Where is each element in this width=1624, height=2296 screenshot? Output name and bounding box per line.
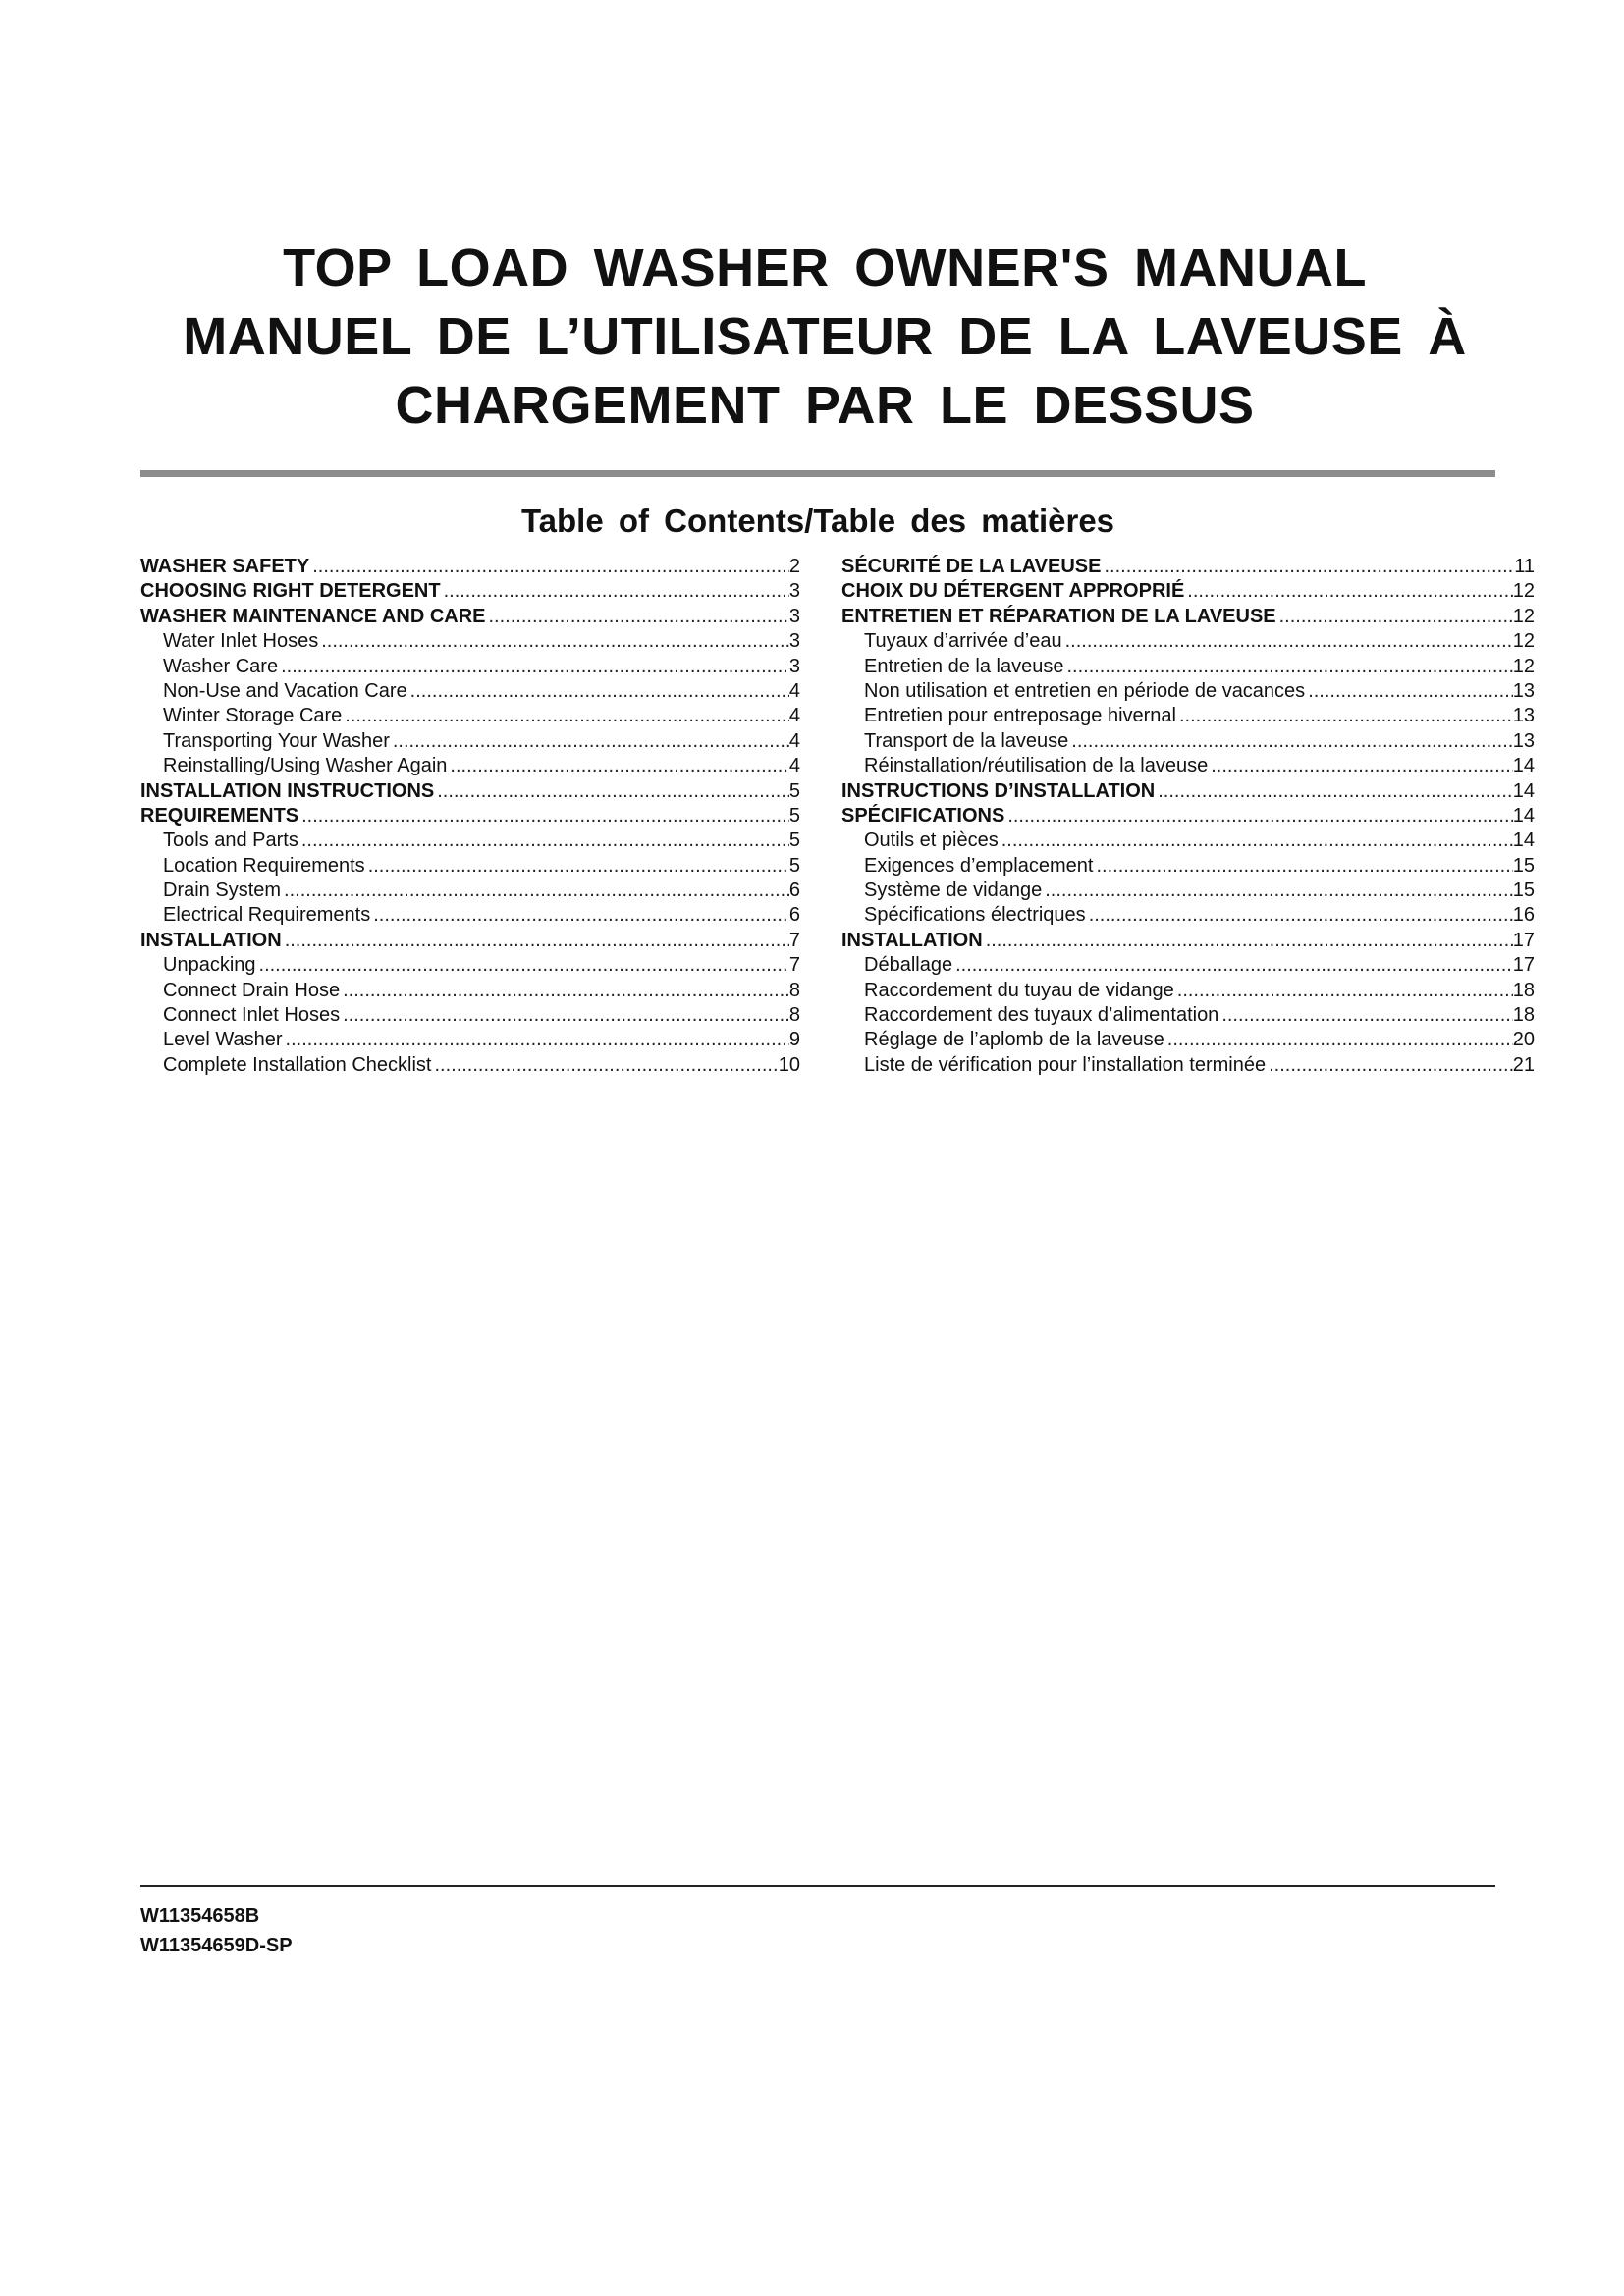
toc-entry[interactable] [841, 754, 1535, 778]
dot-leader [999, 828, 1513, 853]
dot-leader [1305, 679, 1513, 704]
dot-leader [434, 779, 789, 804]
toc-entry-label: SÉCURITÉ DE LA LAVEUSE [841, 556, 1102, 577]
toc-entry-label: Connect Inlet Hoses [163, 1004, 341, 1027]
toc-entry-label: Non-Use and Vacation Care [163, 679, 407, 702]
toc-entry-label: INSTALLATION INSTRUCTIONS [140, 779, 435, 802]
toc-entry[interactable] [841, 555, 1535, 579]
toc-entry[interactable] [841, 1003, 1535, 1028]
toc-column-french [841, 555, 1535, 1078]
toc-entry[interactable] [841, 629, 1535, 654]
toc-entry[interactable] [140, 1053, 800, 1078]
toc-entry[interactable] [841, 605, 1535, 629]
toc-entry[interactable] [140, 903, 800, 928]
dot-leader [298, 828, 789, 853]
toc-entry[interactable] [140, 629, 800, 654]
toc-entry-page: 3 [788, 630, 800, 653]
toc-entry[interactable] [841, 579, 1535, 604]
dot-leader [952, 953, 1513, 978]
dot-leader [283, 1028, 789, 1052]
dot-leader [485, 605, 788, 629]
toc-entry-label: INSTALLATION [841, 929, 983, 951]
dot-leader [1063, 655, 1512, 679]
toc-entry-page: 3 [788, 655, 800, 677]
toc-entry[interactable] [841, 779, 1535, 804]
footer-divider [140, 1885, 1495, 1887]
toc-entry-page: 7 [788, 929, 800, 951]
dot-leader [431, 1053, 778, 1078]
toc-entry[interactable] [140, 979, 800, 1003]
toc-entry-label: ENTRETIEN ET RÉPARATION DE LA LAVEUSE [841, 605, 1276, 627]
toc-entry-label: Raccordement des tuyaux d’alimentation [864, 1004, 1219, 1027]
toc-entry[interactable] [841, 655, 1535, 679]
toc-entry-page: 5 [788, 779, 800, 802]
dot-leader [441, 579, 789, 604]
toc-entry-label: Liste de vérification pour l’installation terminée [864, 1053, 1267, 1076]
dot-leader [340, 979, 789, 1003]
toc-entry[interactable] [140, 1028, 800, 1052]
toc-entry-page: 4 [788, 679, 800, 702]
toc-entry-page: 4 [788, 755, 800, 777]
toc-entry-page: 13 [1512, 729, 1535, 752]
toc-entry-label: Complete Installation Checklist [163, 1053, 432, 1076]
toc-entry[interactable] [841, 879, 1535, 903]
toc-entry-label: INSTALLATION [140, 929, 282, 951]
toc-entry[interactable] [140, 754, 800, 778]
toc-entry-page: 13 [1512, 705, 1535, 727]
dot-leader [447, 754, 788, 778]
toc-entry-page: 6 [788, 880, 800, 902]
dot-leader [983, 929, 1513, 953]
toc-entry-label: Exigences d’emplacement [864, 854, 1094, 877]
toc-entry[interactable] [841, 704, 1535, 728]
title-divider [140, 470, 1495, 477]
toc-entry-page: 14 [1512, 804, 1535, 827]
toc-entry-page: 21 [1512, 1053, 1535, 1076]
dot-leader [370, 903, 789, 928]
toc-entry-page: 16 [1512, 904, 1535, 927]
toc-entry-label: Washer Care [163, 655, 279, 677]
dot-leader [1176, 704, 1513, 728]
toc-entry-label: Spécifications électriques [864, 904, 1086, 927]
toc-entry[interactable] [841, 804, 1535, 828]
toc-column-english [140, 555, 800, 1078]
toc-entry[interactable] [841, 929, 1535, 953]
toc-entry-label: Réglage de l’aplomb de la laveuse [864, 1029, 1164, 1051]
toc-entry[interactable] [140, 953, 800, 978]
toc-entry-label: Winter Storage Care [163, 705, 343, 727]
toc-entry[interactable] [841, 1028, 1535, 1052]
toc-entry-page: 12 [1512, 605, 1535, 627]
dot-leader [1184, 579, 1512, 604]
title-line-french-1: MANUEL DE L’UTILISATEUR DE LA LAVEUSE À [183, 307, 1467, 366]
toc-entry[interactable] [140, 655, 800, 679]
toc-entry-page: 10 [778, 1053, 800, 1076]
toc-entry-label: Tuyaux d’arrivée d’eau [864, 630, 1062, 653]
toc-entry[interactable] [841, 1053, 1535, 1078]
dot-leader [1266, 1053, 1513, 1078]
toc-entry[interactable] [841, 953, 1535, 978]
dot-leader [1155, 779, 1513, 804]
toc-entry-label: Reinstalling/Using Washer Again [163, 755, 448, 777]
toc-entry-label: Electrical Requirements [163, 904, 371, 927]
document-codes [140, 1901, 293, 1960]
toc-entry-label: Water Inlet Hoses [163, 630, 319, 653]
toc-entry[interactable] [140, 704, 800, 728]
dot-leader [342, 704, 789, 728]
dot-leader [1062, 629, 1513, 654]
toc-entry[interactable] [841, 679, 1535, 704]
toc-entry-label: REQUIREMENTS [140, 804, 299, 827]
dot-leader [407, 679, 789, 704]
toc-entry-page: 4 [788, 729, 800, 752]
toc-entry-label: Raccordement du tuyau de vidange [864, 979, 1174, 1001]
dot-leader [1276, 605, 1513, 629]
toc-entry-label: SPÉCIFICATIONS [841, 804, 1005, 827]
title-line-french-2: CHARGEMENT PAR LE DESSUS [395, 376, 1255, 435]
toc-entry-page: 2 [788, 556, 800, 577]
toc-entry[interactable] [140, 679, 800, 704]
dot-leader [298, 804, 789, 828]
dot-leader [256, 953, 789, 978]
toc-entry-page: 9 [788, 1029, 800, 1051]
toc-entry-label: WASHER MAINTENANCE AND CARE [140, 605, 486, 627]
toc-entry-page: 3 [788, 605, 800, 627]
document-code: W11354658B [140, 1905, 260, 1927]
document-title [137, 234, 1512, 440]
dot-leader [309, 555, 789, 579]
toc-entry[interactable] [841, 828, 1535, 853]
toc-entry[interactable] [140, 1003, 800, 1028]
toc-entry-page: 14 [1512, 779, 1535, 802]
toc-entry-label: Drain System [163, 880, 282, 902]
dot-leader [1101, 555, 1514, 579]
toc-entry[interactable] [140, 605, 800, 629]
toc-entry-label: Outils et pièces [864, 829, 999, 852]
toc-entry-page: 17 [1512, 954, 1535, 977]
toc-entry-page: 20 [1512, 1029, 1535, 1051]
toc-entry-page: 7 [788, 954, 800, 977]
toc-entry-page: 12 [1512, 630, 1535, 653]
toc-entry[interactable] [140, 854, 800, 879]
toc-entry[interactable] [140, 879, 800, 903]
toc-entry-label: WASHER SAFETY [140, 556, 310, 577]
dot-leader [1042, 879, 1513, 903]
toc-entry[interactable] [140, 555, 800, 579]
toc-entry-page: 4 [788, 705, 800, 727]
toc-entry-label: Entretien pour entreposage hivernal [864, 705, 1176, 727]
toc-entry-label: CHOIX DU DÉTERGENT APPROPRIÉ [841, 580, 1185, 603]
toc-entry-label: Level Washer [163, 1029, 283, 1051]
toc-heading: Table of Contents/Table des matières [520, 503, 1115, 539]
dot-leader [1218, 1003, 1512, 1028]
toc-entry-page: 6 [788, 904, 800, 927]
toc-entry-page: 12 [1512, 655, 1535, 677]
toc-entry-page: 15 [1512, 880, 1535, 902]
dot-leader [1004, 804, 1512, 828]
toc-entry[interactable] [841, 854, 1535, 879]
toc-entry-page: 18 [1512, 1004, 1535, 1027]
toc-entry-label: Entretien de la laveuse [864, 655, 1064, 677]
dot-leader [281, 879, 789, 903]
toc-entry-page: 15 [1512, 854, 1535, 877]
toc-entry[interactable] [140, 579, 800, 604]
dot-leader [282, 929, 789, 953]
toc-entry-label: Déballage [864, 954, 953, 977]
toc-entry-label: CHOOSING RIGHT DETERGENT [140, 580, 441, 603]
title-line-english: TOP LOAD WASHER OWNER'S MANUAL [283, 239, 1367, 297]
toc-entry[interactable] [841, 729, 1535, 754]
toc-entry-page: 8 [788, 1004, 800, 1027]
toc-entry-page: 17 [1512, 929, 1535, 951]
dot-leader [318, 629, 789, 654]
toc-entry[interactable] [140, 779, 800, 804]
dot-leader [365, 854, 789, 879]
toc-entry[interactable] [140, 804, 800, 828]
toc-entry-page: 11 [1514, 556, 1535, 577]
dot-leader [390, 729, 789, 754]
toc-entry-label: Réinstallation/réutilisation de la laveuse [864, 755, 1209, 777]
dot-leader [340, 1003, 789, 1028]
toc-entry[interactable] [140, 929, 800, 953]
toc-entry-page: 14 [1512, 755, 1535, 777]
toc-entry-label: Système de vidange [864, 880, 1043, 902]
toc-entry-page: 14 [1512, 829, 1535, 852]
dot-leader [1208, 754, 1513, 778]
toc-entry-page: 12 [1512, 580, 1535, 603]
toc-entry-label: Connect Drain Hose [163, 979, 341, 1001]
toc-entry-page: 13 [1512, 679, 1535, 702]
toc-entry[interactable] [140, 828, 800, 853]
toc-entry-page: 5 [788, 854, 800, 877]
toc-entry-label: Transport de la laveuse [864, 729, 1069, 752]
toc-entry-label: Transporting Your Washer [163, 729, 390, 752]
toc-entry-page: 3 [788, 580, 800, 603]
toc-entry-page: 8 [788, 979, 800, 1001]
toc-entry-label: Location Requirements [163, 854, 365, 877]
toc-entry[interactable] [841, 979, 1535, 1003]
toc-entry-label: Non utilisation et entretien en période de vacances [864, 679, 1306, 702]
dot-leader [1164, 1028, 1513, 1052]
toc-entry-label: Unpacking [163, 954, 256, 977]
dot-leader [278, 655, 789, 679]
dot-leader [1093, 854, 1512, 879]
document-code-sp: W11354659D-SP [140, 1935, 293, 1956]
toc-entry[interactable] [140, 729, 800, 754]
toc-entry[interactable] [841, 903, 1535, 928]
dot-leader [1068, 729, 1512, 754]
toc-entry-label: Tools and Parts [163, 829, 298, 852]
dot-leader [1086, 903, 1513, 928]
dot-leader [1174, 979, 1513, 1003]
toc-entry-page: 18 [1512, 979, 1535, 1001]
toc-entry-page: 5 [788, 829, 800, 852]
toc-entry-page: 5 [788, 804, 800, 827]
toc-entry-label: INSTRUCTIONS D’INSTALLATION [841, 779, 1156, 802]
